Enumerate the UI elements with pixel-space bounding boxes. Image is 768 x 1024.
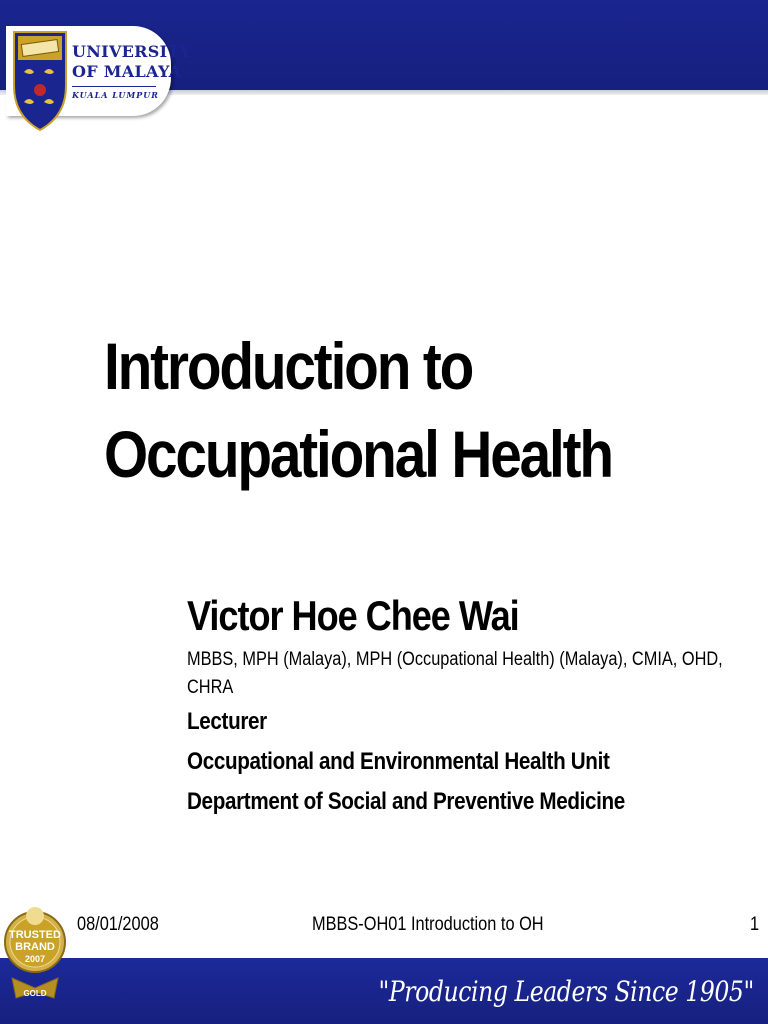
footer-course: MBBS-OH01 Introduction to OH	[312, 914, 544, 935]
author-department: Department of Social and Preventive Medicine	[187, 788, 625, 815]
badge-line2: BRAND	[15, 941, 55, 953]
author-block	[187, 590, 747, 822]
university-name	[72, 42, 191, 82]
author-unit: Occupational and Environmental Health Unit	[187, 748, 610, 775]
city-divider	[72, 86, 156, 87]
author-credentials: MBBS, MPH (Malaya), MPH (Occupational Health) (Malaya), CMIA, OHD, CHRA	[187, 649, 723, 698]
badge-year: 2007	[24, 954, 46, 964]
university-name-line1: UNIVERSITY	[72, 42, 192, 61]
footer-page-number: 1	[750, 914, 760, 935]
trusted-brand-badge-icon	[2, 886, 68, 1014]
slide-title-line1: Introduction to	[104, 329, 473, 403]
author-name: Victor Hoe Chee Wai	[187, 592, 519, 639]
badge-tier: GOLD	[23, 989, 47, 998]
slide-title-line2: Occupational Health	[104, 417, 612, 491]
university-city: KUALA LUMPUR	[72, 90, 159, 100]
footer-date: 08/01/2008	[77, 914, 159, 935]
university-motto: "Producing Leaders Since 1905"	[378, 975, 754, 1008]
badge-line1: TRUSTED	[9, 929, 61, 941]
university-crest-icon	[10, 28, 70, 132]
author-position: Lecturer	[187, 708, 267, 735]
slide-title	[104, 322, 620, 498]
university-name-line2: OF MALAYA	[72, 62, 182, 81]
